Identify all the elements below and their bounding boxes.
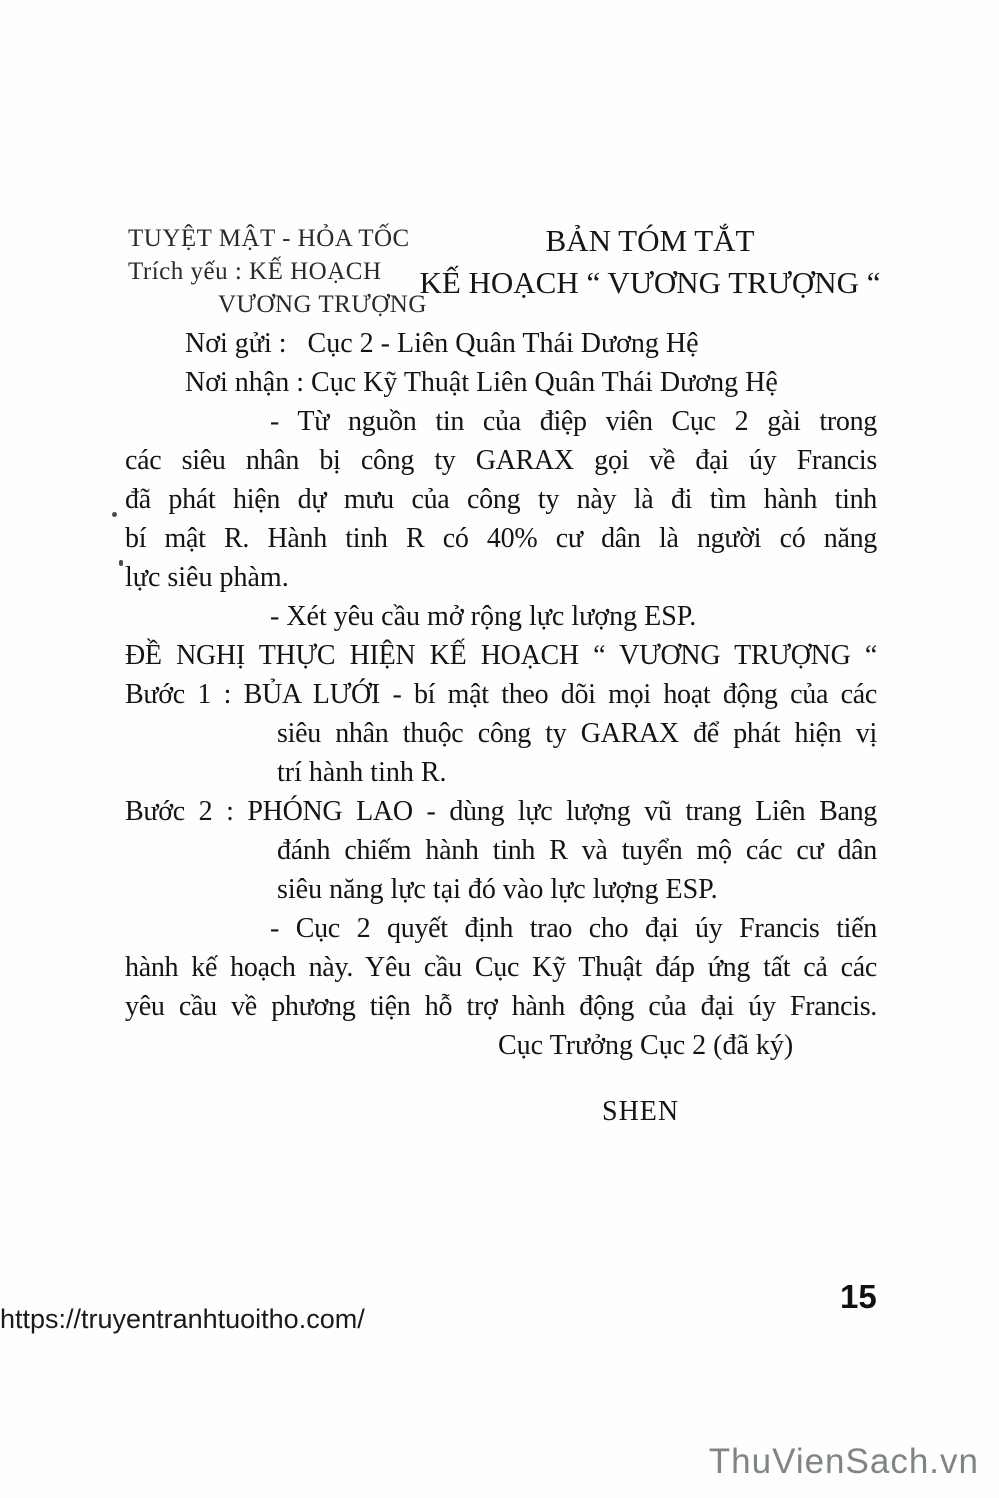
body-line: - Từ nguồn tin của điệp viên Cục 2 gài trong [270, 406, 877, 437]
document-body [0, 324, 999, 1131]
page-number: 15 [840, 1278, 877, 1315]
subject-line-continued: VƯƠNG TRƯỢNG [218, 291, 427, 318]
body-line: ĐỀ NGHỊ THỰC HIỆN KẾ HOẠCH “ VƯƠNG TRƯỢNG “ [125, 640, 877, 671]
classification-line: TUYỆT MẬT - HỎA TỐC [128, 225, 410, 252]
subject-line: Trích yếu : KẾ HOẠCH [128, 258, 382, 285]
site-logo-watermark: ThuVienSach.vn [708, 1442, 979, 1481]
title-line-1: BẢN TÓM TẮT [545, 223, 755, 258]
body-line: - Cục 2 quyết định trao cho đại úy Francis tiến [270, 913, 877, 944]
body-line: siêu nhân thuộc công ty GARAX để phát hiện vị [277, 718, 877, 749]
scan-artifact-dot [119, 560, 123, 566]
body-line: các siêu nhân bị công ty GARAX gọi về đại úy Francis [125, 445, 877, 476]
title-line-2: KẾ HOẠCH “ VƯƠNG TRƯỢNG “ [419, 265, 881, 300]
body-line: bí mật R. Hành tinh R có 40% cư dân là người có năng [125, 523, 877, 554]
body-line: siêu năng lực tại đó vào lực lượng ESP. [277, 874, 718, 905]
body-line: yêu cầu về phương tiện hỗ trợ hành động của đại úy Francis. [125, 991, 877, 1022]
classification-block [128, 222, 427, 321]
body-line: Bước 2 : PHÓNG LAO - dùng lực lượng vũ trang Liên Bang [125, 796, 877, 827]
body-line: Nơi nhận : Cục Kỹ Thuật Liên Quân Thái Dương Hệ [185, 367, 778, 398]
body-line: hành kế hoạch này. Yêu cầu Cục Kỹ Thuật đáp ứng tất cả các [125, 952, 877, 983]
signature-line: Cục Trưởng Cục 2 (đã ký) [498, 1030, 794, 1061]
body-line: trí hành tinh R. [277, 757, 447, 788]
signer-name: SHEN [602, 1096, 680, 1127]
body-line: Nơi gửi : Cục 2 - Liên Quân Thái Dương Hệ [185, 328, 699, 359]
scan-artifact-dot [112, 512, 117, 517]
watermark-url: https://truyentranhtuoitho.com/ [0, 1304, 365, 1334]
body-line: lực siêu phàm. [125, 562, 289, 593]
body-line: - Xét yêu cầu mở rộng lực lượng ESP. [270, 601, 697, 632]
body-line: đã phát hiện dự mưu của công ty này là đi tìm hành tinh [125, 484, 877, 515]
body-line: đánh chiếm hành tinh R và tuyển mộ các cư dân [277, 835, 877, 866]
body-line: Bước 1 : BỦA LƯỚI - bí mật theo dõi mọi hoạt động của các [125, 679, 877, 710]
document-title [400, 220, 900, 304]
